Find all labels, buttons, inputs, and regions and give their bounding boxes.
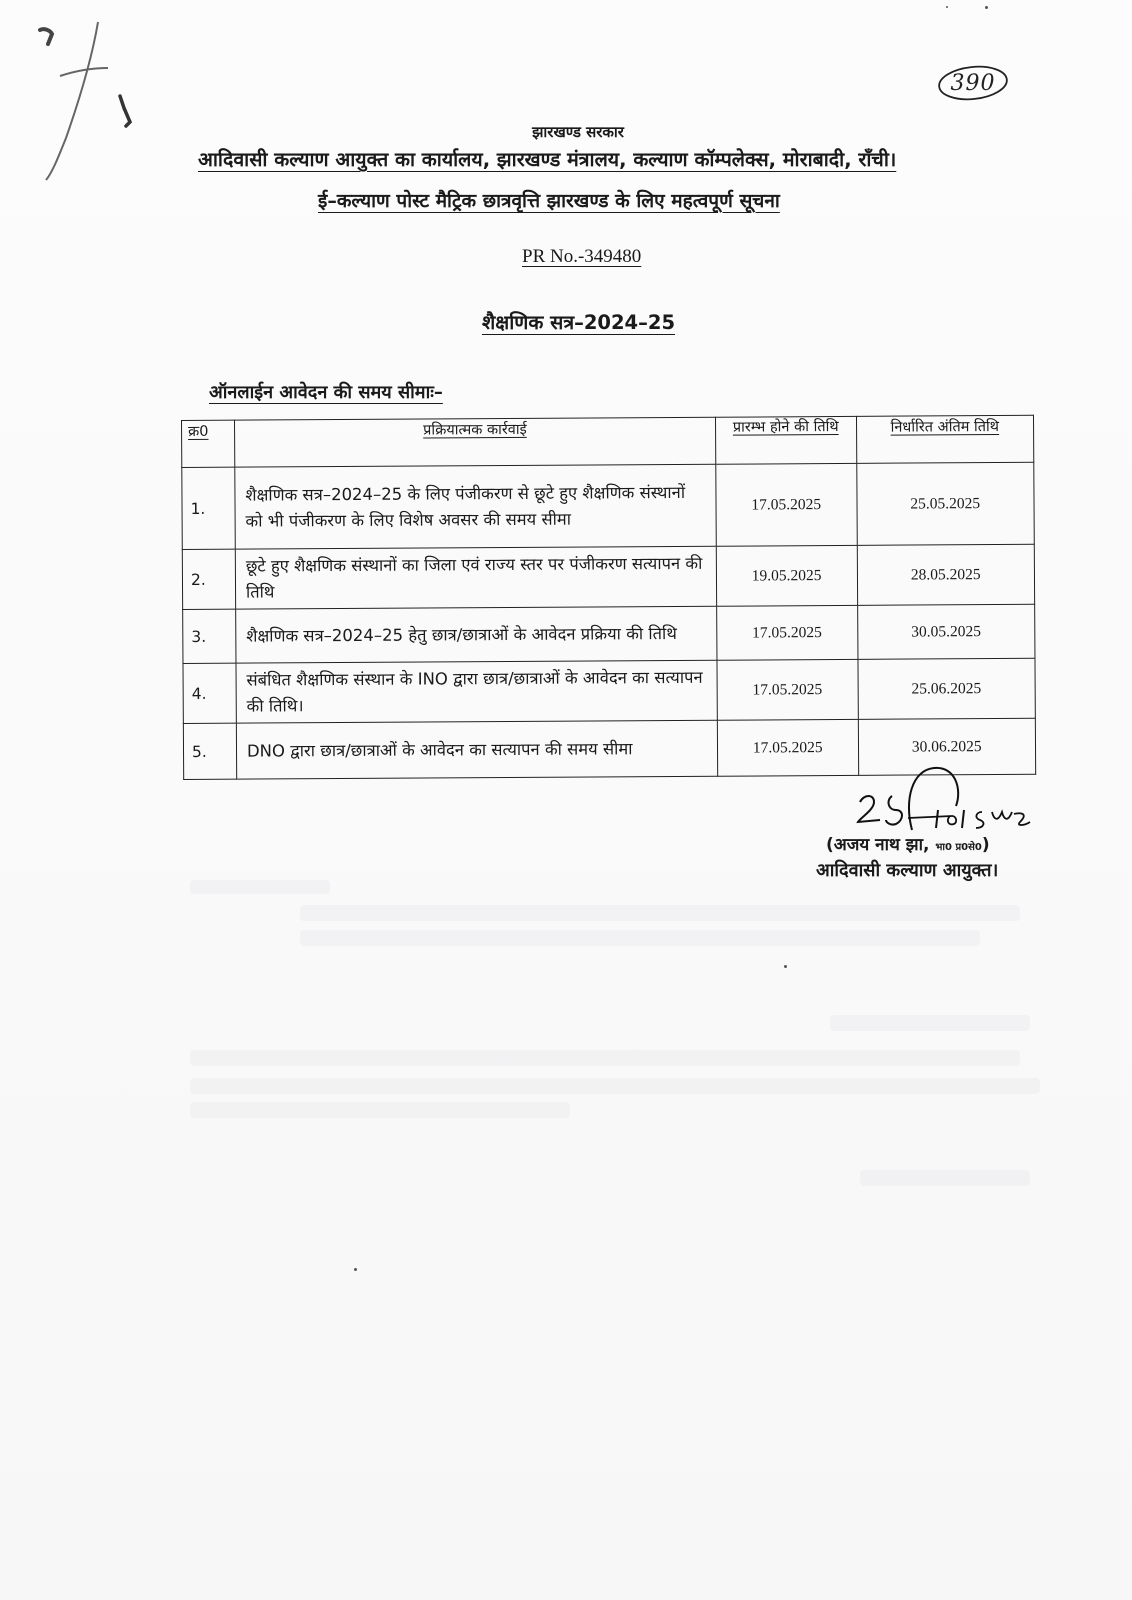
bleed-through-mark bbox=[190, 1078, 1040, 1094]
row-start-date: 17.05.2025 bbox=[717, 720, 858, 777]
row-start-date: 17.05.2025 bbox=[717, 659, 858, 720]
table-header-row bbox=[182, 415, 1034, 467]
bleed-through-mark bbox=[190, 1050, 1020, 1066]
office-address: आदिवासी कल्याण आयुक्त का कार्यालय, झारखण्ड मंत्रालय, कल्याण कॉम्पलेक्स, मोराबादी, राँची। bbox=[198, 148, 897, 171]
row-end-date: 30.05.2025 bbox=[857, 604, 1035, 659]
row-end-date: 28.05.2025 bbox=[857, 544, 1035, 605]
page-number bbox=[936, 63, 1010, 103]
time-limit-heading: ऑनलाईन आवेदन की समय सीमाः– bbox=[209, 382, 443, 403]
header-end-date: निर्धारित अंतिम तिथि bbox=[856, 415, 1034, 463]
signatory-name-close: ) bbox=[981, 835, 990, 855]
row-serial: 3. bbox=[183, 609, 236, 663]
signatory-name-text: (अजय नाथ झा, bbox=[826, 835, 930, 855]
row-activity: शैक्षणिक सत्र–2024–25 हेतु छात्र/छात्राओं के आवेदन प्रक्रिया की तिथि bbox=[236, 606, 717, 663]
bleed-through-mark bbox=[300, 905, 1020, 921]
row-serial: 5. bbox=[183, 723, 236, 779]
pr-number: PR No.-349480 bbox=[522, 246, 642, 267]
government-name: झारखण्ड सरकार bbox=[532, 123, 624, 141]
signatory-name bbox=[826, 832, 990, 855]
row-activity: संबंधित शैक्षणिक संस्थान के INO द्वारा छात्र/छात्राओं के आवेदन का सत्यापन की तिथि। bbox=[236, 660, 717, 723]
academic-session: शैक्षणिक सत्र–2024–25 bbox=[482, 311, 676, 334]
schedule-table bbox=[181, 415, 1036, 780]
table-row bbox=[182, 544, 1034, 609]
paper-speck bbox=[784, 965, 787, 968]
row-serial: 4. bbox=[183, 663, 236, 723]
handwritten-signature bbox=[852, 760, 1042, 840]
bleed-through-mark bbox=[830, 1015, 1030, 1031]
table-row bbox=[183, 658, 1035, 723]
bleed-through-mark bbox=[860, 1170, 1030, 1186]
row-end-date: 25.05.2025 bbox=[856, 462, 1034, 545]
row-activity: छूटे हुए शैक्षणिक संस्थानों का जिला एवं राज्य स्तर पर पंजीकरण सत्यापन की तिथि bbox=[235, 546, 716, 609]
header-serial: क्र0 bbox=[182, 420, 235, 467]
row-start-date: 17.05.2025 bbox=[716, 463, 857, 546]
page-number-text: 390 bbox=[950, 70, 996, 96]
notice-title: ई–कल्याण पोस्ट मैट्रिक छात्रवृत्ति झारखण्ड के लिए महत्वपूर्ण सूचना bbox=[318, 190, 780, 212]
row-start-date: 17.05.2025 bbox=[717, 605, 858, 660]
signatory-service: भा0 प्र0से0 bbox=[935, 842, 982, 853]
handwritten-margin-mark bbox=[30, 18, 140, 188]
header-start-date: प्रारम्भ होने की तिथि bbox=[715, 416, 856, 464]
table-row bbox=[182, 462, 1034, 549]
paper-speck bbox=[946, 6, 948, 8]
header-activity: प्रक्रियात्मक कार्रवाई bbox=[234, 417, 715, 467]
bleed-through-mark bbox=[190, 880, 330, 894]
signatory-designation: आदिवासी कल्याण आयुक्त। bbox=[816, 860, 999, 881]
paper-speck bbox=[354, 1268, 357, 1271]
row-end-date: 25.06.2025 bbox=[857, 658, 1035, 719]
row-start-date: 19.05.2025 bbox=[716, 545, 857, 606]
row-activity: शैक्षणिक सत्र–2024–25 के लिए पंजीकरण से छूटे हुए शैक्षणिक संस्थानों को भी पंजीकरण के लिए विशेष अवसर की समय सीमा bbox=[235, 464, 716, 549]
bleed-through-mark bbox=[190, 1102, 570, 1118]
row-serial: 1. bbox=[182, 467, 235, 549]
row-end-date: 30.06.2025 bbox=[858, 719, 1036, 776]
paper-speck bbox=[985, 6, 988, 9]
table-row bbox=[183, 604, 1035, 663]
bleed-through-mark bbox=[300, 930, 980, 946]
row-serial: 2. bbox=[182, 549, 235, 609]
row-activity: DNO द्वारा छात्र/छात्राओं के आवेदन का सत्यापन की समय सीमा bbox=[236, 720, 717, 779]
